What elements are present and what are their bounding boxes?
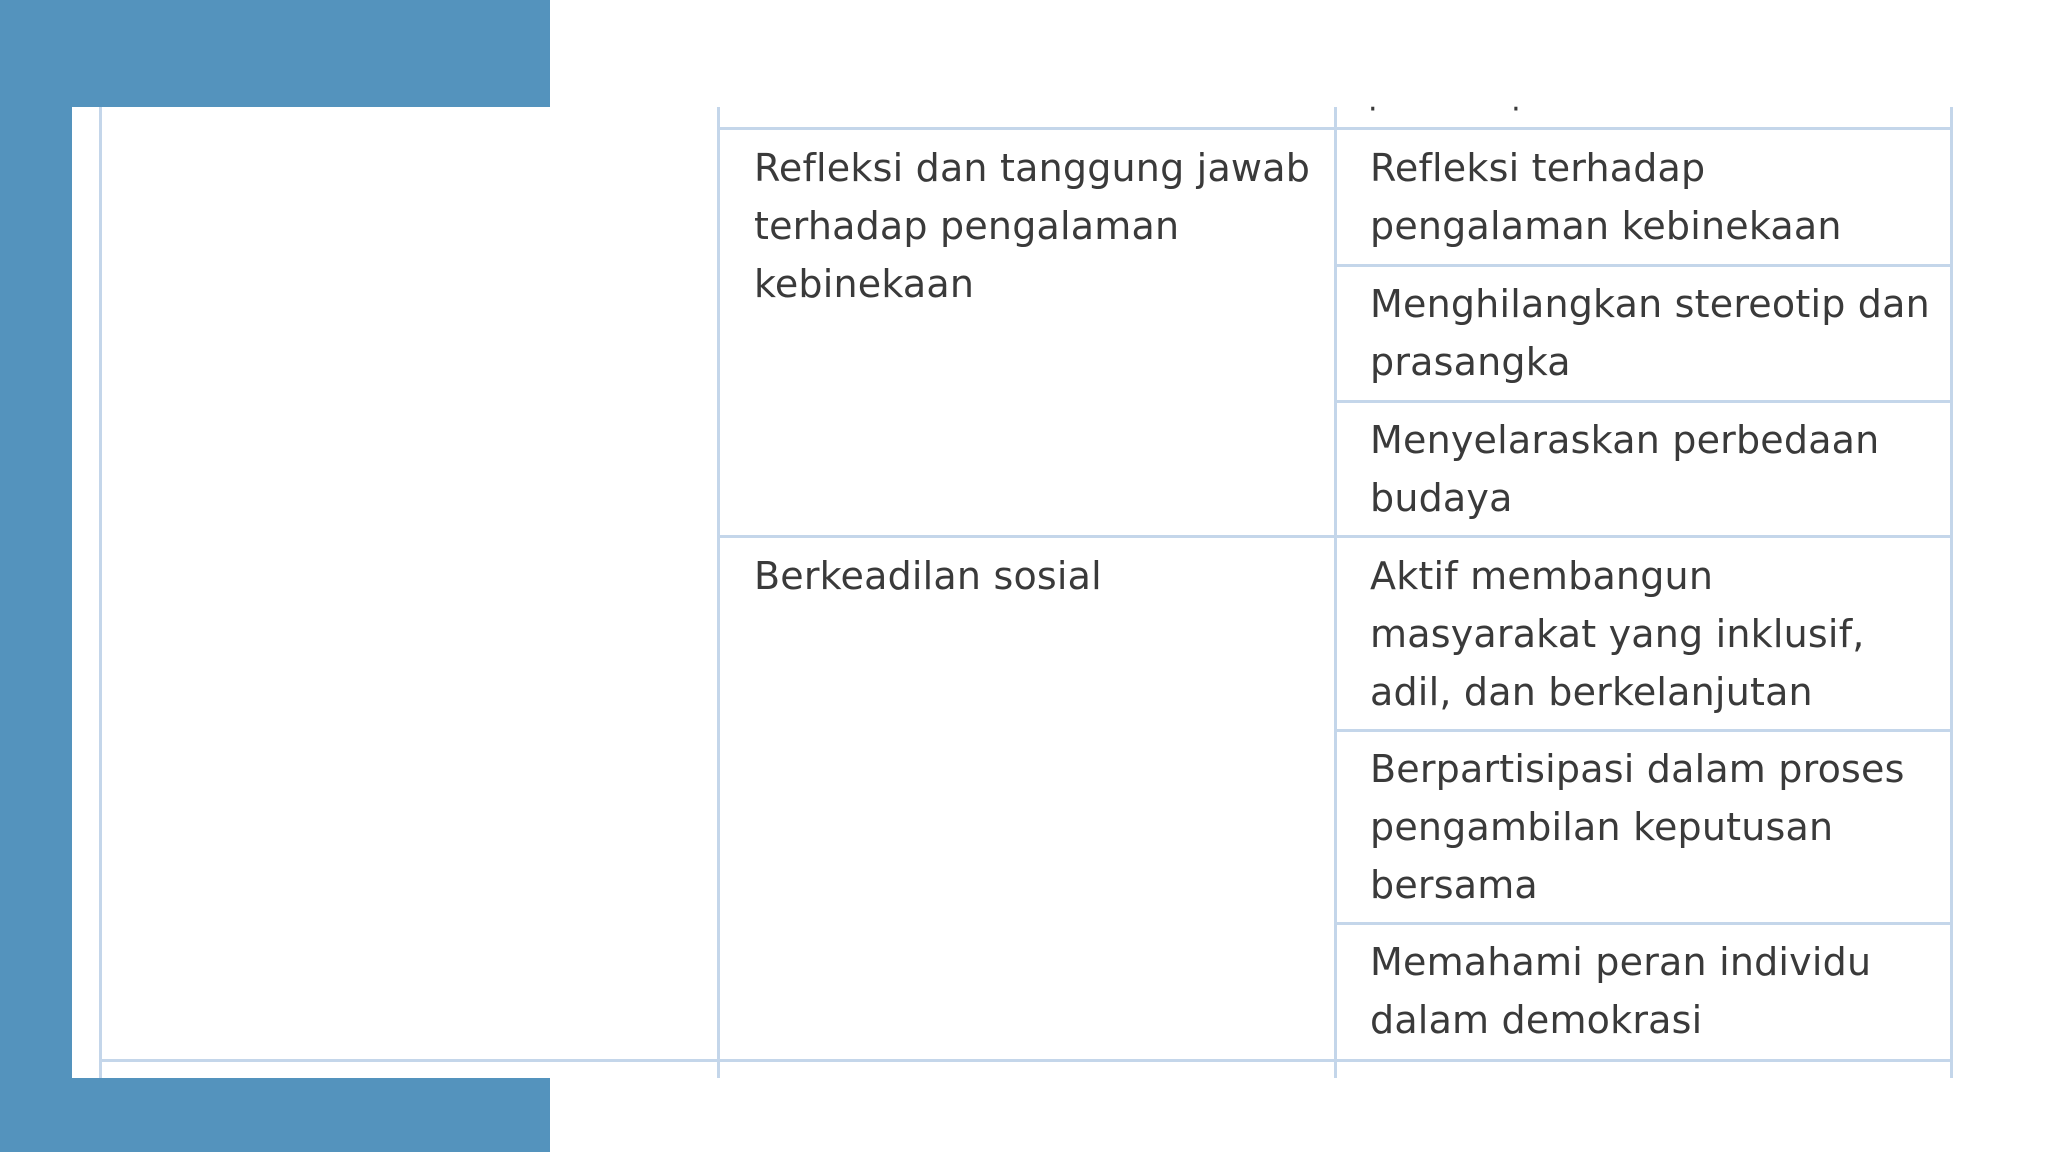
row-divider-group xyxy=(719,535,1953,538)
table-right-border xyxy=(1950,107,1953,1078)
document-page xyxy=(72,92,2048,1078)
table-column-divider-2 xyxy=(1334,107,1337,1078)
subelement-cell-text: Aktif membangun masyarakat yang inklusif, adil, dan berkelanjutan xyxy=(1370,554,1865,714)
row-divider-sub-2 xyxy=(1336,400,1953,403)
element-cell-text: Berkeadilan sosial xyxy=(754,554,1102,598)
row-divider-sub-1 xyxy=(1336,264,1953,267)
subelement-cell-text: Berpartisipasi dalam proses pengambilan keputusan bersama xyxy=(1370,747,1905,907)
table-column-divider-1 xyxy=(717,107,720,1078)
row-divider-sub-4 xyxy=(1336,922,1953,925)
element-cell-text: Refleksi dan tanggung jawab terhadap pengalaman kebinekaan xyxy=(754,146,1311,306)
subelement-cell-text: Menyelaraskan perbedaan budaya xyxy=(1370,418,1880,520)
subelement-cell-text: Menghilangkan stereotip dan prasangka xyxy=(1370,282,1930,384)
previous-row-text-fragment: · · xyxy=(1368,92,1583,127)
row-divider-top xyxy=(719,127,1953,130)
table-left-border xyxy=(99,107,102,1078)
row-divider-sub-3 xyxy=(1336,729,1953,732)
subelement-cell-text: Refleksi terhadap pengalaman kebinekaan xyxy=(1370,146,1842,248)
subelement-cell-text: Memahami peran individu dalam demokrasi xyxy=(1370,940,1872,1042)
row-divider-bottom xyxy=(99,1059,1953,1062)
